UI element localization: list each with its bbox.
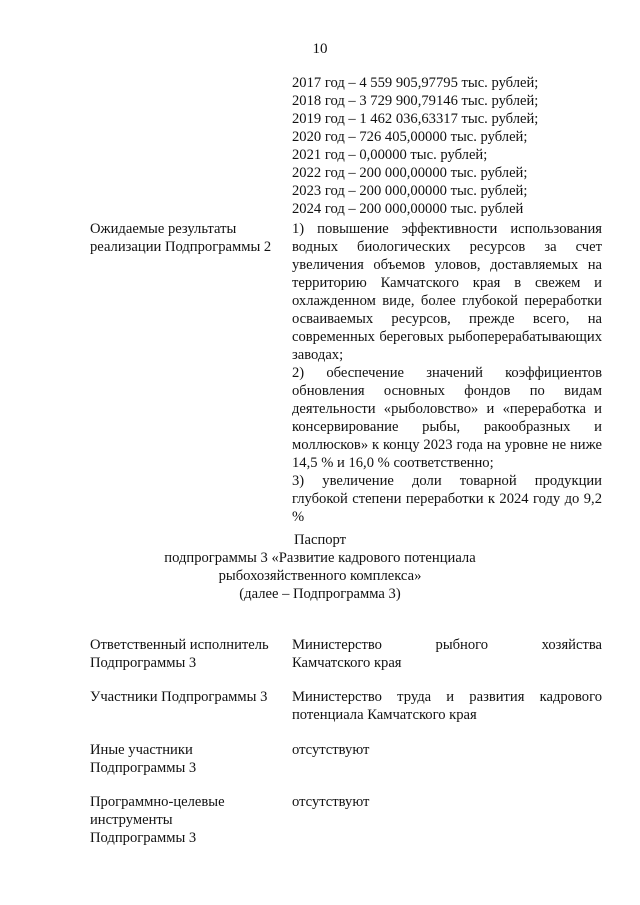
expected-result-item: 1) повышение эффективности использования водных биологических ресурсов за счет увеличения объемов уловов, доставляемых на территорию Камчатского края в свежем и охлажденном виде, более глубокой переработки осваиваемых ресурсов, прежде всего, на современных береговых рыбоперерабатывающих заводах; xyxy=(292,221,602,363)
label-line: Ответственный исполнитель xyxy=(90,637,269,653)
value-line xyxy=(292,636,602,654)
funding-year-2023: 2023 год – 200 000,00000 тыс. рублей; xyxy=(292,183,528,199)
label-line: Иные участники xyxy=(90,742,193,758)
funding-year-2020: 2020 год – 726 405,00000 тыс. рублей; xyxy=(292,129,528,145)
expected-result-item: 3) увеличение доли товарной продукции глубокой степени переработки к 2024 году до 9,2 % xyxy=(292,473,602,525)
label-line: Программно-целевые xyxy=(90,794,225,810)
participants-value xyxy=(292,688,602,724)
label-line: Подпрограммы 3 xyxy=(90,655,197,671)
page-number: 10 xyxy=(312,41,328,57)
participants-label xyxy=(90,688,290,706)
expected-results-label-line: реализации Подпрограммы 2 xyxy=(90,239,272,255)
other-participants-label xyxy=(90,741,290,777)
funding-year-2024: 2024 год – 200 000,00000 тыс. рублей xyxy=(292,201,524,217)
value-word: рыбного xyxy=(435,637,489,653)
funding-year-2019: 2019 год – 1 462 036,63317 тыс. рублей; xyxy=(292,111,539,127)
responsible-executor-value xyxy=(292,636,602,672)
label-line: инструменты xyxy=(90,812,173,828)
passport-header xyxy=(0,531,640,603)
expected-results-label-line: Ожидаемые результаты xyxy=(90,221,237,237)
value-word: хозяйства xyxy=(541,637,602,653)
passport-subtitle-line: (далее – Подпрограмма 3) xyxy=(239,586,401,602)
funding-year-2022: 2022 год – 200 000,00000 тыс. рублей; xyxy=(292,165,528,181)
program-instruments-value xyxy=(292,793,602,811)
value-word: Министерство xyxy=(292,637,382,653)
responsible-executor-label xyxy=(90,636,290,672)
label-line: Подпрограммы 3 xyxy=(90,830,197,846)
funding-year-2018: 2018 год – 3 729 900,79146 тыс. рублей; xyxy=(292,93,539,109)
value-text: Министерство труда и развития кадрового потенциала Камчатского края xyxy=(292,689,602,723)
other-participants-value xyxy=(292,741,602,759)
expected-result-item: 2) обеспечение значений коэффициентов обновления основных фондов по видам деятельности «рыболовство» и «переработка и консервирование рыбы, ракообразных и моллюсков» к концу 2023 года на уровне не ниже 14,5 % и 16,0 % соответственно; xyxy=(292,365,602,471)
funding-year-2017: 2017 год – 4 559 905,97795 тыс. рублей; xyxy=(292,75,539,91)
value-line: Камчатского края xyxy=(292,655,402,671)
expected-results-value xyxy=(292,220,602,526)
expected-results-label xyxy=(90,220,290,256)
label-line: Участники Подпрограммы 3 xyxy=(90,689,268,705)
label-line: Подпрограммы 3 xyxy=(90,760,197,776)
passport-title: Паспорт xyxy=(293,532,347,548)
passport-subtitle-line: рыбохозяйственного комплекса» xyxy=(218,568,422,584)
passport-subtitle-line: подпрограммы 3 «Развитие кадрового потенциала xyxy=(164,550,476,566)
value-text: отсутствуют xyxy=(292,794,370,810)
program-instruments-label xyxy=(90,793,290,847)
funding-year-2021: 2021 год – 0,00000 тыс. рублей; xyxy=(292,147,488,163)
funding-by-year-list xyxy=(292,74,602,218)
value-text: отсутствуют xyxy=(292,742,370,758)
